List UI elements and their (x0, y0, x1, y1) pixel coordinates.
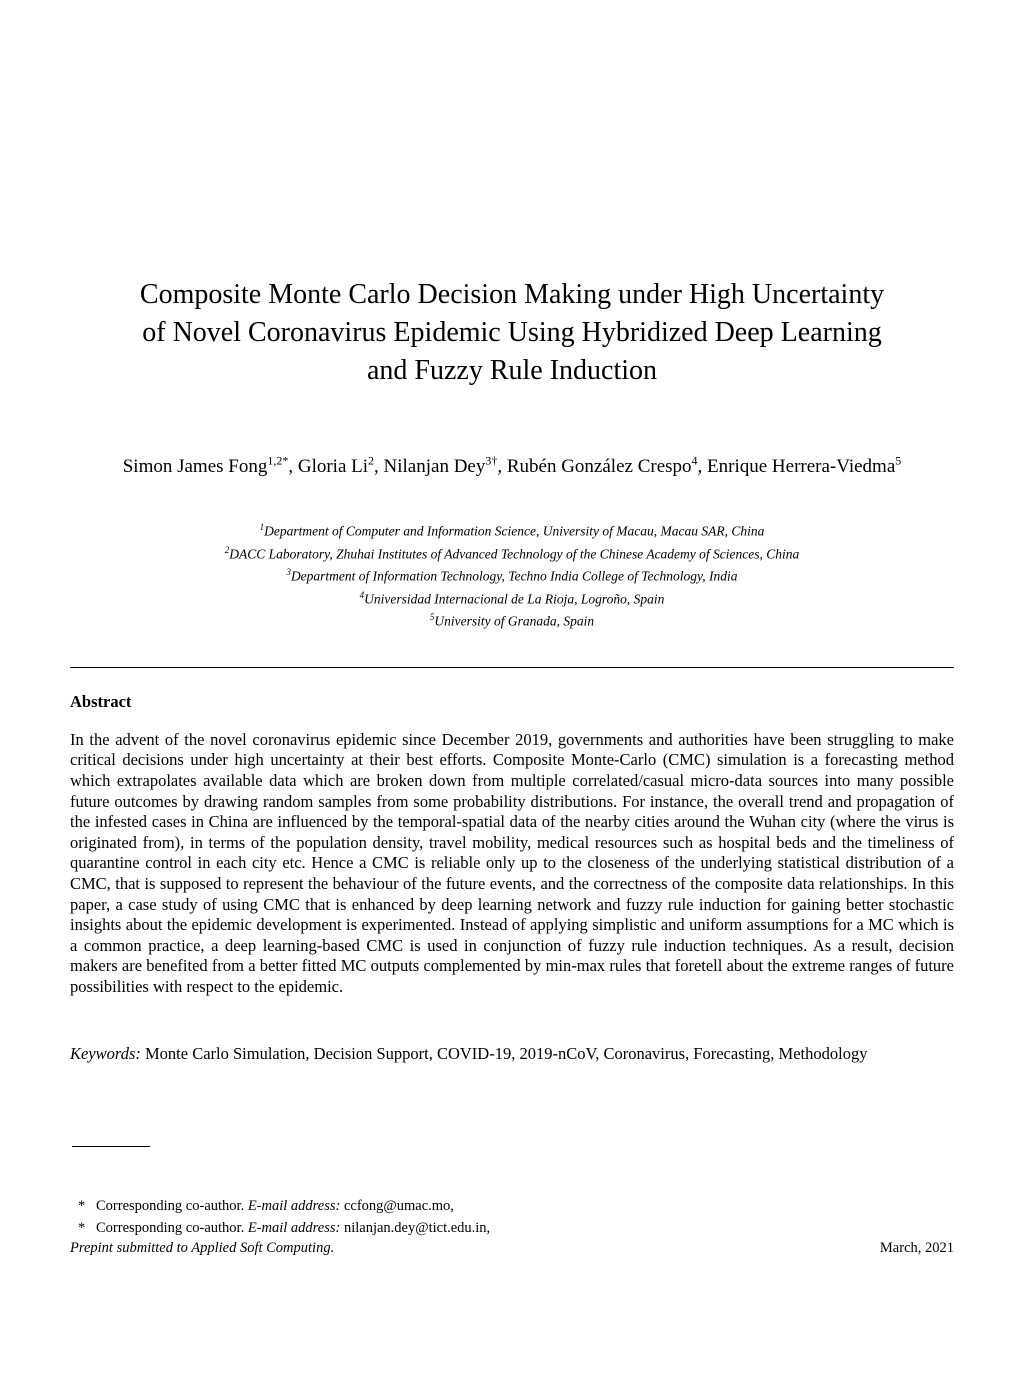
affiliation-superscript: 1 (259, 522, 265, 533)
affiliation: $^2$DACC Laboratory, Zhuhai Institutes of Advanced Technology of the Chinese Academy of Sciences, China (224, 544, 800, 562)
author-superscript: 2 (368, 454, 375, 468)
title-line-1: Composite Monte Carlo Decision Making under High Uncertainty (139, 279, 885, 310)
affiliation: $^1$Department of Computer and Information Science, University of Macau, Macau SAR, China (259, 522, 765, 539)
affiliation: $^3$Department of Information Technology, Techno India College of Technology, India (286, 567, 738, 584)
abstract-text: In the advent of the novel coronavirus epidemic since December 2019, governments and authorities have been struggling to make critical decisions under high uncertainty at their best efforts. Composite Monte-Carlo (CMC) simulation is a forecasting method which extrapolates available data which are broken down from multiple correlated/casual micro-data sources into many possible future outcomes by drawing random samples from some probability distributions. For instance, the overall trend and propagation of the infested cases in China are influenced by the temporal-spatial data of the nearby cities around the Wuhan city (where the virus is originated from), in terms of the population density, travel mobility, medical resources such as hospital beds and the timeliness of quarantine control in each city etc. Hence a CMC is reliable only up to the closeness of the underlying statistical distribution of a CMC, that is supposed to represent the behaviour of the future events, and the correctness of the composite data relationships. In this paper, a case study of using CMC that is enhanced by deep learning network and fuzzy rule induction for gaining better stochastic insights about the epidemic development is experimented. Instead of applying simplistic and uniform assumptions for a MC which is a common practice, a deep learning-based CMC is used in conjunction of fuzzy rule induction techniques. As a result, decision makers are benefited from a better fitted MC outputs complemented by min-max rules that foretell about the extreme ranges of future possibilities with respect to the epidemic. (70, 729, 954, 996)
footnote (70, 1217, 954, 1239)
author-superscript: 3† (485, 454, 498, 468)
email-address: ccfong@umac.mo, (340, 1197, 454, 1214)
footnote-divider (72, 1146, 150, 1147)
keywords-label: Keywords: (70, 1043, 141, 1063)
footnote (70, 1195, 954, 1217)
preprint-notice: Prepint submitted to Applied Soft Computing. (70, 1240, 335, 1256)
paper-title (70, 0, 954, 390)
keywords-list: Monte Carlo Simulation, Decision Support, COVID-19, 2019-nCoV, Coronavirus, Forecasting, Methodology (140, 1043, 868, 1063)
affiliation: $^4$Universidad Internacional de La Rioja, Logroño, Spain (359, 589, 665, 607)
email-address: nilanjan.dey@tict.edu.in, (340, 1219, 491, 1236)
author: Nilanjan Dey$^{3\dagger}$, (383, 454, 507, 478)
page-footer (70, 1240, 954, 1257)
footnote-marker: * (78, 1219, 86, 1236)
keywords-line (70, 1044, 954, 1064)
author-superscript: 5 (895, 454, 902, 468)
author-superscript: 1,2* (267, 454, 289, 468)
footnote-marker: * (78, 1197, 86, 1214)
abstract-heading: Abstract (70, 691, 132, 711)
footnote-text: Corresponding co-author. E-mail address: ccfong@umac.mo, (96, 1197, 454, 1214)
affiliations-block (70, 518, 954, 631)
affiliation-superscript: 4 (359, 589, 365, 600)
affiliation-superscript: 2 (224, 544, 230, 555)
affiliation-superscript: 5 (429, 612, 435, 623)
author-superscript: 4 (691, 454, 698, 468)
author: Simon James Fong$^{1,2*}$, (122, 454, 298, 478)
author-line (70, 454, 954, 478)
footer-date: March, 2021 (879, 1240, 954, 1256)
author: Rubén González Crespo$^4$, (506, 454, 708, 478)
email-label: E-mail address: (247, 1219, 341, 1236)
author: Enrique Herrera-Viedma$^5$ (707, 454, 902, 478)
footnote-text: Corresponding co-author. E-mail address: nilanjan.dey@tict.edu.in, (96, 1219, 491, 1236)
affiliation-superscript: 3 (286, 567, 291, 578)
section-divider (70, 667, 954, 668)
footnotes-block (70, 1195, 954, 1239)
email-label: E-mail address: (247, 1197, 341, 1214)
affiliation: $^5$University of Granada, Spain (429, 612, 595, 629)
title-line-3: and Fuzzy Rule Induction (366, 355, 658, 386)
title-line-2: of Novel Coronavirus Epidemic Using Hybridized Deep Learning (142, 317, 882, 348)
author: Gloria Li$^2$, (297, 454, 384, 478)
